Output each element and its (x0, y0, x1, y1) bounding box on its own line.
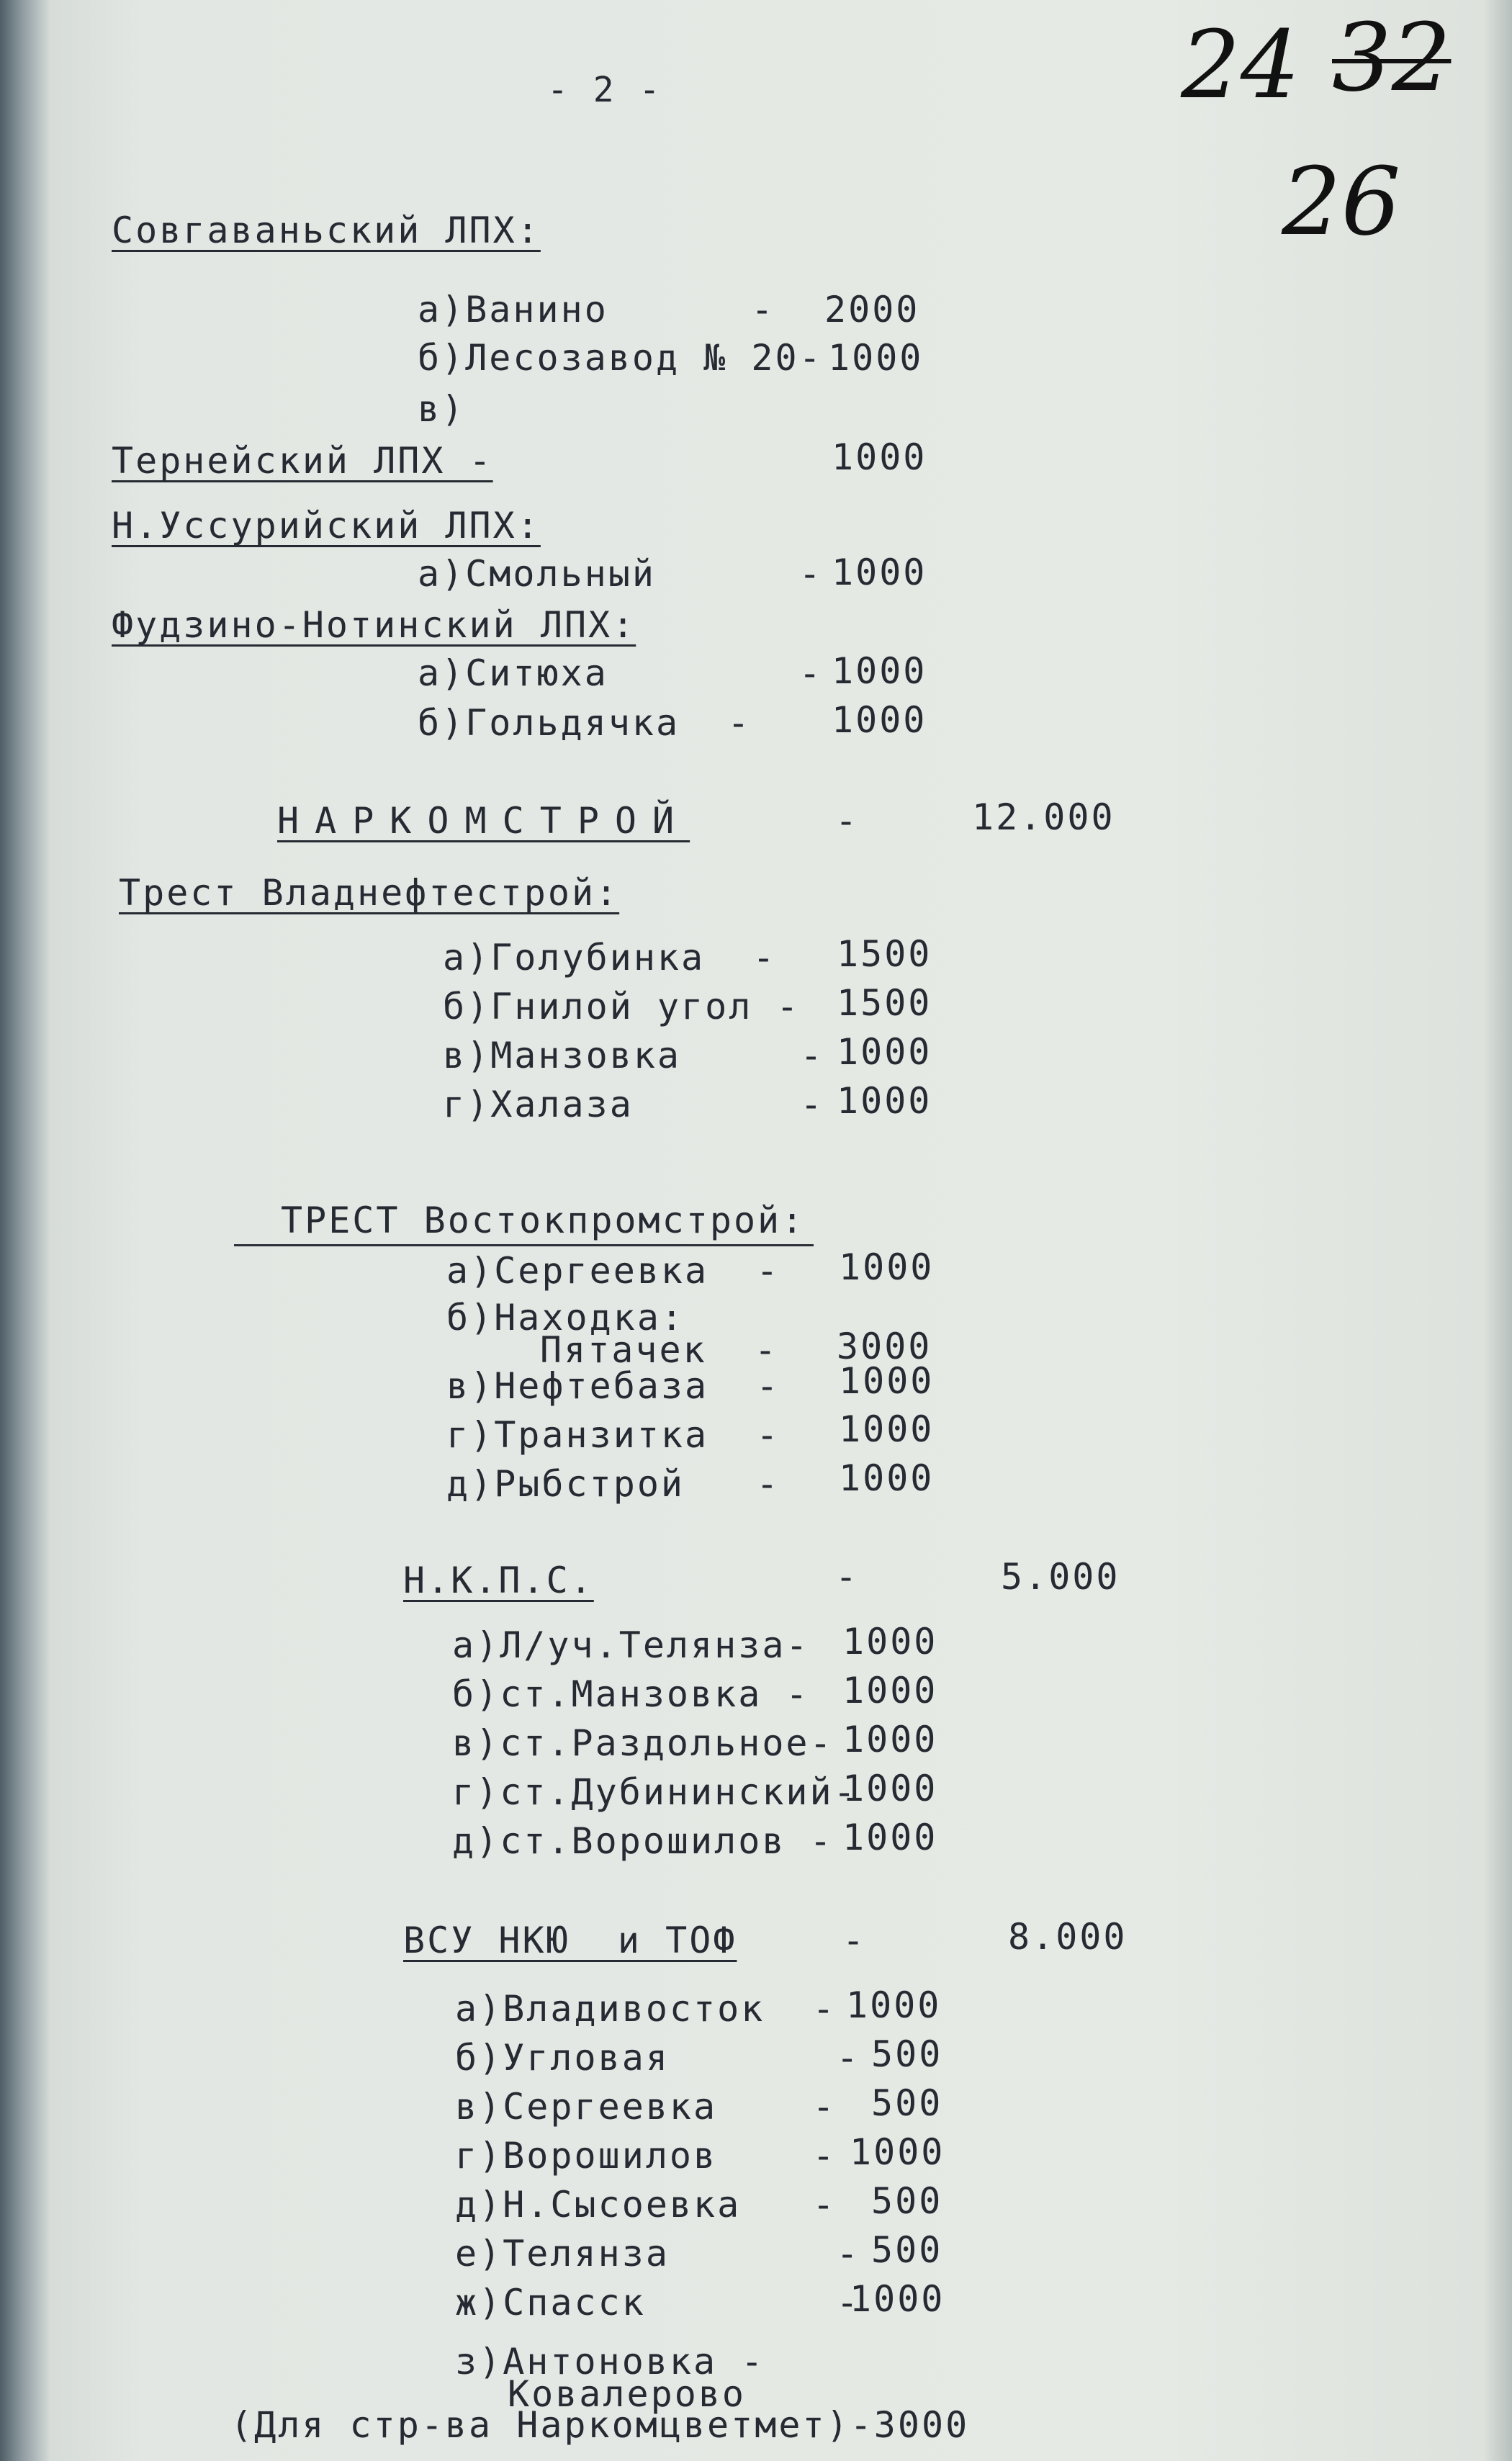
list-item-value: 1000 (832, 552, 927, 593)
list-item-value: 2000 (824, 289, 920, 330)
list-item-value: 1000 (842, 1719, 938, 1760)
list-item-value: 1000 (842, 1621, 938, 1663)
list-item-label: а)Смольный - (418, 553, 823, 595)
list-item-label: г)ст.Дубининский- (452, 1771, 858, 1813)
list-item-label: д)Н.Сысоевка - (455, 2184, 837, 2226)
handwritten-number-2: 32 (1332, 3, 1452, 112)
list-item-label: г)Ворошилов - (455, 2135, 837, 2177)
section-total-vsu: 8.000 (1008, 1916, 1128, 1958)
list-item-label: в) (418, 388, 466, 430)
list-item-value: 1000 (850, 2278, 945, 2320)
list-item-label: в)Манзовка - (443, 1035, 824, 1076)
list-item-value: 1000 (839, 1246, 935, 1288)
list-item-value: 1000 (850, 2131, 945, 2173)
list-item-value: 1000 (832, 699, 927, 741)
list-item-value: 1000 (839, 1457, 935, 1499)
list-item-value: 1000 (839, 1360, 935, 1402)
list-item-value: 1000 (842, 1670, 938, 1711)
list-item-label: ж)Спасск - (455, 2282, 860, 2323)
list-item-label: б)Лесозавод № 20- (418, 337, 823, 379)
list-item-value: 500 (871, 2082, 943, 2124)
section-title-vsu: ВСУ НКЮ и ТОФ (403, 1920, 737, 1961)
list-item-label: Ковалерово (508, 2373, 747, 2415)
section-dash: - (835, 1556, 860, 1598)
list-item-value: 1000 (837, 1031, 932, 1073)
section-terney (112, 439, 493, 482)
section-total-narkomstroy: 12.000 (972, 796, 1115, 838)
list-item-label: б)Гнилой угол - (443, 986, 801, 1027)
list-item-label: в)Нефтебаза - (446, 1365, 780, 1407)
list-item-label: а)Л/уч.Телянза- (452, 1624, 810, 1666)
list-item-label: а)Владивосток - (455, 1988, 837, 2030)
list-item-label: д)ст.Ворошилов - (452, 1820, 834, 1862)
list-item-value: 1000 (837, 1080, 932, 1122)
list-item-label: г)Халаза - (443, 1084, 824, 1125)
list-item-label: з)Антоновка - (455, 2341, 765, 2383)
list-item-label: в)ст.Раздольное- (452, 1722, 834, 1764)
footnote-line: (Для стр-ва Наркомцветмет)-3000 (230, 2404, 970, 2446)
list-item-label: Пятачек - (540, 1329, 779, 1371)
section-title-sovgavan: Совгаваньский ЛПХ: (112, 210, 541, 251)
section-total-nkps: 5.000 (1001, 1556, 1120, 1598)
list-item-value: 3000 (837, 1326, 932, 1367)
section-dash: - (835, 800, 860, 842)
page-number: - 2 - (547, 70, 662, 110)
list-item-label: б)Гольдячка - (418, 702, 752, 744)
list-item-value: 1500 (837, 933, 932, 975)
list-item-label: д)Рыбстрой - (446, 1463, 780, 1505)
section-title-vladneft: Трест Владнефтестрой: (119, 872, 620, 914)
list-item-label: а)Голубинка - (443, 937, 777, 978)
handwritten-number-3: 26 (1282, 147, 1401, 256)
handwritten-number-1: 24 (1181, 10, 1300, 120)
list-item-value: 1000 (839, 1408, 935, 1450)
list-item-value: 1000 (832, 650, 927, 692)
list-item-value: 1000 (842, 1817, 938, 1858)
list-item-value: 1000 (846, 1984, 942, 2026)
list-item-value: 500 (871, 2229, 943, 2271)
section-dash: - (842, 1920, 867, 1961)
list-item-label: б)Находка: (446, 1297, 685, 1339)
section-title-narkomstroy: НАРКОМСТРОЙ (277, 800, 690, 842)
list-item-label: б)Угловая - (455, 2037, 860, 2079)
list-item-label: е)Телянза - (455, 2233, 860, 2275)
section-title-fudzino: Фудзино-Нотинский ЛПХ: (112, 604, 636, 646)
list-item-value: 500 (871, 2180, 943, 2222)
section-terney-value: 1000 (832, 436, 927, 478)
list-item-label: в)Сергеевка - (455, 2086, 837, 2128)
list-item-value: 500 (871, 2033, 943, 2075)
list-item-label: а)Ситюха - (418, 652, 823, 694)
section-title-terney: Тернейский ЛПХ - (112, 440, 493, 482)
section-title-nkps: Н.К.П.С. (403, 1560, 594, 1601)
list-item-label: а)Сергеевка - (446, 1250, 780, 1292)
list-item-label: а)Ванино - (418, 289, 775, 330)
list-item-value: 1500 (837, 982, 932, 1024)
section-title-ussuri: Н.Уссурийский ЛПХ: (112, 505, 541, 546)
section-title-vostok: ТРЕСТ Востокпромстрой: (281, 1200, 806, 1241)
section-underline (234, 1244, 814, 1246)
list-item-value: 1000 (842, 1768, 938, 1809)
list-item-label: б)ст.Манзовка - (452, 1673, 810, 1715)
list-item-label: г)Транзитка - (446, 1414, 780, 1456)
list-item-value: 1000 (828, 337, 924, 379)
